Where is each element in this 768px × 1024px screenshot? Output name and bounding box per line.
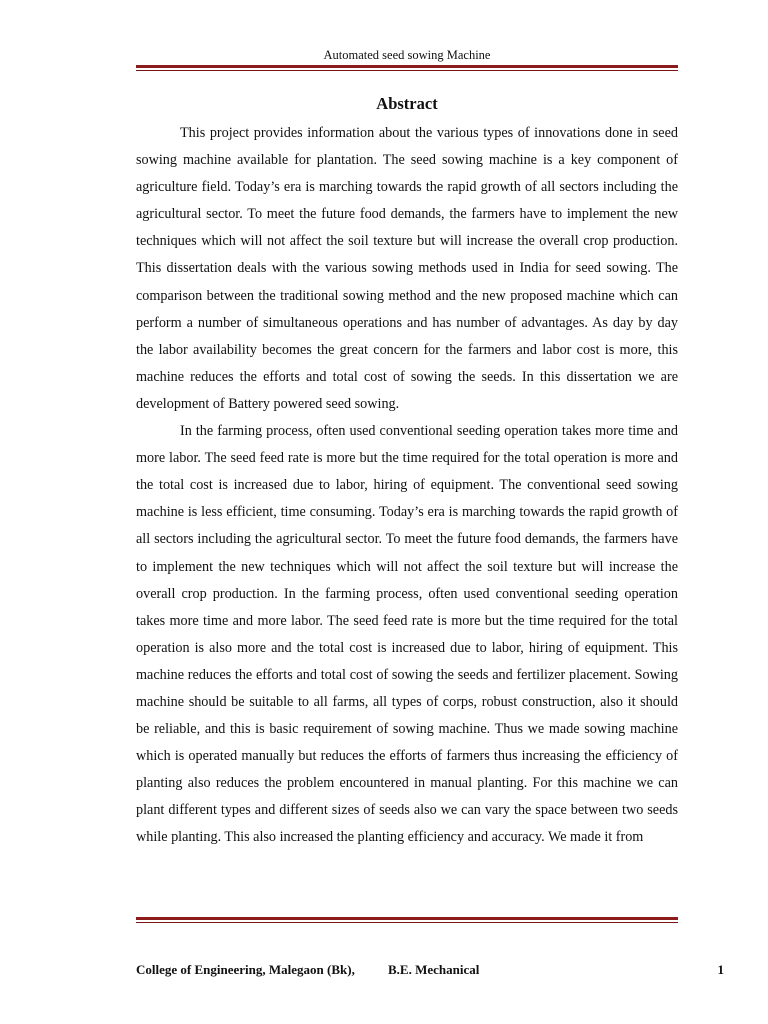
running-header-title: Automated seed sowing Machine	[323, 48, 491, 62]
header-divider	[136, 65, 678, 71]
page-number: 1	[717, 962, 724, 977]
abstract-paragraph-1: This project provides information about the various types of innovations done in seed sowing machine available for plantation. The seed sowing machine is a key component of agriculture field. Today’s era is marching towards the rapid growth of all sectors including the agricultural sector. To meet the future food demands, the farmers have to implement the new techniques which will not affect the soil texture but will increase the overall crop production. This dissertation deals with the various sowing methods used in India for seed sowing. The comparison between the traditional sowing method and the new proposed machine which can perform a number of simultaneous operations and has number of advantages. As day by day the labor availability becomes the great concern for the farmers and labor cost is more, this machine reduces the efforts and total cost of sowing the seeds. In this dissertation we are development of Battery powered seed sowing.	[136, 125, 678, 412]
footer-college-name: College of Engineering, Malegaon (Bk),	[136, 962, 355, 977]
page-footer	[136, 961, 724, 981]
footer-divider	[136, 917, 678, 923]
abstract-paragraph-2: In the farming process, often used conventional seeding operation takes more time and more labor. The seed feed rate is more but the time required for the total operation is more and the total cost is increased due to labor, hiring of equipment. The conventional seed sowing machine is less efficient, time consuming. Today’s era is marching towards the rapid growth of all sectors including the agricultural sector. To meet the future food demands, the farmers have to implement the new techniques which will not affect the soil texture but will increase the overall crop production. In the farming process, often used conventional seeding operation takes more time and more labor. The seed feed rate is more but the time required for the total operation is also more and the total cost is increased due to labor, hiring of equipment. This machine reduces the efforts and total cost of sowing the seeds and fertilizer placement. Sowing machine should be suitable to all farms, all types of corps, robust construction, also it should be reliable, and this is basic requirement of sowing machine. Thus we made sowing machine which is operated manually but reduces the efforts of farmers thus increasing the efficiency of planting also reduces the problem encountered in manual planting. For this machine we can plant different types and different sizes of seeds also we can vary the space between two seeds while planting. This also increased the planting efficiency and accuracy. We made it from	[136, 423, 678, 846]
abstract-heading: Abstract	[376, 94, 438, 113]
footer-department: B.E. Mechanical	[388, 962, 480, 977]
abstract-body	[136, 120, 678, 852]
